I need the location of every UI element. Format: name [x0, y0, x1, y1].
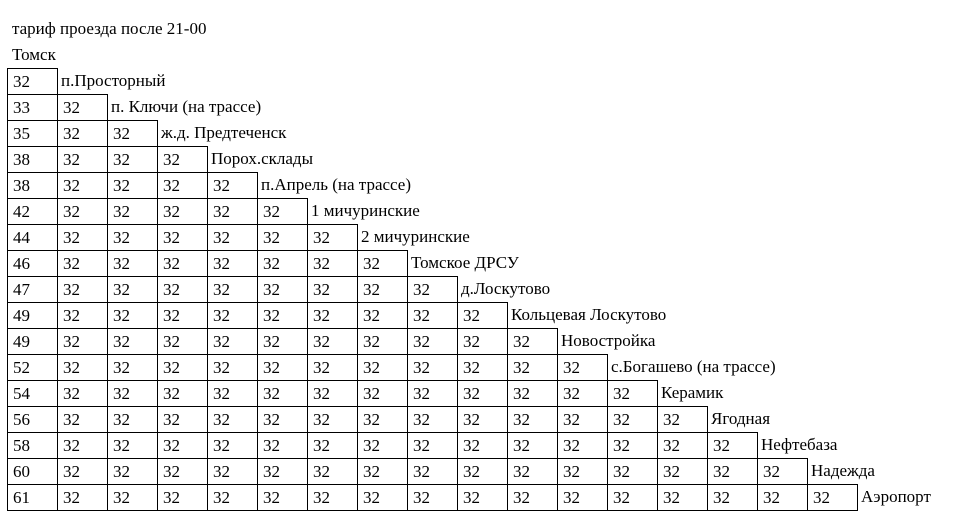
- fare-cell-from-origin: 35: [7, 120, 58, 147]
- fare-cell: 32: [207, 406, 258, 433]
- fare-cell: 32: [357, 302, 408, 329]
- fare-cell: 32: [57, 484, 108, 511]
- fare-cell: 32: [257, 484, 308, 511]
- fare-cell: 32: [207, 380, 258, 407]
- fare-cell: 32: [207, 250, 258, 277]
- fare-cell-from-origin: 44: [7, 224, 58, 251]
- fare-cell: 32: [207, 354, 258, 381]
- fare-cell: 32: [107, 302, 158, 329]
- fare-cell: 32: [257, 276, 308, 303]
- fare-cell: 32: [257, 406, 308, 433]
- fare-cell: 32: [207, 198, 258, 225]
- stop-name: Кольцевая Лоскутово: [511, 305, 667, 324]
- fare-cell: 32: [207, 172, 258, 199]
- fare-cell: 32: [457, 302, 508, 329]
- fare-cell: 32: [57, 432, 108, 459]
- origin-stop-label: Томск: [12, 45, 56, 64]
- stop-name: 2 мичуринские: [361, 227, 470, 246]
- fare-cell: 32: [707, 432, 758, 459]
- fare-cell: 32: [157, 380, 208, 407]
- fare-cell: 32: [107, 354, 158, 381]
- fare-cell: 32: [357, 276, 408, 303]
- fare-cell: 32: [157, 302, 208, 329]
- fare-cell: 32: [457, 458, 508, 485]
- fare-cell: 32: [307, 302, 358, 329]
- fare-cell: 32: [307, 380, 358, 407]
- fare-cell: 32: [557, 432, 608, 459]
- fare-cell: 32: [357, 328, 408, 355]
- fare-cell: 32: [207, 224, 258, 251]
- fare-cell: 32: [607, 380, 658, 407]
- fare-cell-from-origin: 46: [7, 250, 58, 277]
- fare-cell: 32: [407, 406, 458, 433]
- fare-cell: 32: [107, 224, 158, 251]
- fare-cell-from-origin: 38: [7, 146, 58, 173]
- fare-cell: 32: [157, 406, 208, 433]
- fare-cell: 32: [57, 94, 108, 121]
- fare-cell-from-origin: 60: [7, 458, 58, 485]
- fare-cell: 32: [557, 406, 608, 433]
- fare-cell: 32: [457, 432, 508, 459]
- fare-cell: 32: [657, 406, 708, 433]
- fare-cell: 32: [57, 146, 108, 173]
- fare-cell: 32: [107, 198, 158, 225]
- stop-name: д.Лоскутово: [461, 279, 551, 298]
- fare-cell: 32: [57, 406, 108, 433]
- fare-cell: 32: [307, 406, 358, 433]
- fare-cell: 32: [257, 302, 308, 329]
- fare-cell-from-origin: 58: [7, 432, 58, 459]
- fare-cell: 32: [607, 484, 658, 511]
- fare-cell: 32: [257, 354, 308, 381]
- fare-cell: 32: [307, 250, 358, 277]
- fare-cell: 32: [507, 432, 558, 459]
- fare-cell: 32: [407, 484, 458, 511]
- stop-name: Ягодная: [711, 409, 771, 428]
- fare-cell: 32: [307, 432, 358, 459]
- stop-name: Надежда: [811, 461, 875, 480]
- fare-cell: 32: [457, 406, 508, 433]
- fare-cell: 32: [807, 484, 858, 511]
- fare-cell-from-origin: 38: [7, 172, 58, 199]
- fare-cell: 32: [257, 198, 308, 225]
- fare-cell: 32: [757, 484, 808, 511]
- fare-cell: 32: [407, 458, 458, 485]
- fare-cell-from-origin: 61: [7, 484, 58, 511]
- fare-cell-from-origin: 56: [7, 406, 58, 433]
- fare-cell: 32: [107, 328, 158, 355]
- fare-cell: 32: [607, 458, 658, 485]
- fare-cell: 32: [57, 250, 108, 277]
- fare-cell: 32: [307, 484, 358, 511]
- fare-cell-from-origin: 49: [7, 328, 58, 355]
- fare-cell-from-origin: 52: [7, 354, 58, 381]
- fare-cell: 32: [207, 484, 258, 511]
- fare-cell: 32: [357, 458, 408, 485]
- fare-cell: 32: [57, 328, 108, 355]
- fare-cell: 32: [607, 406, 658, 433]
- fare-cell: 32: [557, 484, 608, 511]
- fare-cell: 32: [207, 276, 258, 303]
- fare-cell: 32: [57, 198, 108, 225]
- fare-cell-from-origin: 49: [7, 302, 58, 329]
- fare-cell: 32: [157, 172, 208, 199]
- fare-cell: 32: [457, 354, 508, 381]
- fare-cell: 32: [357, 250, 408, 277]
- fare-cell: 32: [207, 302, 258, 329]
- fare-cell: 32: [657, 484, 708, 511]
- fare-cell: 32: [507, 328, 558, 355]
- fare-cell: 32: [307, 354, 358, 381]
- stop-name: ж.д. Предтеченск: [161, 123, 287, 142]
- fare-cell: 32: [557, 354, 608, 381]
- fare-cell: 32: [757, 458, 808, 485]
- fare-cell-from-origin: 42: [7, 198, 58, 225]
- fare-cell: 32: [57, 276, 108, 303]
- fare-cell: 32: [107, 380, 158, 407]
- fare-cell: 32: [507, 406, 558, 433]
- fare-cell: 32: [157, 458, 208, 485]
- fare-cell: 32: [257, 380, 308, 407]
- fare-cell: 32: [607, 432, 658, 459]
- stop-name: с.Богашево (на трассе): [611, 357, 776, 376]
- fare-cell: 32: [107, 172, 158, 199]
- stop-name: Нефтебаза: [761, 435, 838, 454]
- fare-cell: 32: [507, 458, 558, 485]
- fare-cell: 32: [157, 276, 208, 303]
- fare-cell: 32: [357, 406, 408, 433]
- fare-cell: 32: [107, 432, 158, 459]
- fare-cell: 32: [257, 250, 308, 277]
- stop-name: п.Апрель (на трассе): [261, 175, 411, 194]
- fare-cell: 32: [107, 250, 158, 277]
- fare-cell: 32: [157, 146, 208, 173]
- fare-cell: 32: [157, 198, 208, 225]
- stop-name: Томское ДРСУ: [411, 253, 519, 272]
- fare-cell: 32: [107, 484, 158, 511]
- fare-cell: 32: [407, 380, 458, 407]
- fare-cell: 32: [157, 224, 208, 251]
- fare-cell: 32: [557, 380, 608, 407]
- fare-cell: 32: [207, 432, 258, 459]
- fare-cell: 32: [457, 328, 508, 355]
- fare-cell: 32: [57, 172, 108, 199]
- fare-cell: 32: [257, 432, 308, 459]
- fare-cell: 32: [107, 146, 158, 173]
- stop-name: Новостройка: [561, 331, 656, 350]
- fare-cell: 32: [407, 302, 458, 329]
- fare-cell: 32: [157, 484, 208, 511]
- fare-cell: 32: [157, 328, 208, 355]
- stop-name: 1 мичуринские: [311, 201, 420, 220]
- fare-cell: 32: [507, 354, 558, 381]
- fare-cell: 32: [307, 328, 358, 355]
- fare-cell-from-origin: 33: [7, 94, 58, 121]
- page-title: тариф проезда после 21-00: [12, 19, 207, 38]
- fare-cell: 32: [57, 224, 108, 251]
- fare-cell: 32: [57, 354, 108, 381]
- fare-cell: 32: [407, 354, 458, 381]
- fare-cell: 32: [707, 458, 758, 485]
- fare-table: [7, 68, 957, 512]
- fare-cell: 32: [407, 328, 458, 355]
- fare-cell: 32: [257, 458, 308, 485]
- fare-cell: 32: [107, 458, 158, 485]
- stop-name: п. Ключи (на трассе): [111, 97, 262, 116]
- fare-cell: 32: [507, 380, 558, 407]
- fare-cell: 32: [357, 380, 408, 407]
- fare-cell: 32: [307, 276, 358, 303]
- fare-cell: 32: [157, 354, 208, 381]
- fare-cell: 32: [307, 224, 358, 251]
- fare-cell: 32: [57, 120, 108, 147]
- fare-cell: 32: [57, 380, 108, 407]
- fare-cell: 32: [257, 328, 308, 355]
- fare-cell: 32: [707, 484, 758, 511]
- fare-cell: 32: [457, 380, 508, 407]
- fare-cell: 32: [107, 406, 158, 433]
- fare-cell: 32: [157, 432, 208, 459]
- fare-cell: 32: [457, 484, 508, 511]
- fare-cell: 32: [357, 484, 408, 511]
- stop-name: Порох.склады: [211, 149, 314, 168]
- fare-cell: 32: [207, 328, 258, 355]
- fare-cell: 32: [107, 120, 158, 147]
- fare-cell: 32: [557, 458, 608, 485]
- fare-cell-from-origin: 54: [7, 380, 58, 407]
- fare-cell: 32: [257, 224, 308, 251]
- fare-cell: 32: [157, 250, 208, 277]
- fare-cell: 32: [407, 276, 458, 303]
- stop-name: п.Просторный: [61, 71, 166, 90]
- fare-cell: 32: [357, 432, 408, 459]
- fare-cell: 32: [107, 276, 158, 303]
- stop-name: Керамик: [661, 383, 724, 402]
- fare-cell: 32: [407, 432, 458, 459]
- fare-cell-from-origin: 47: [7, 276, 58, 303]
- stop-name: Аэропорт: [861, 487, 931, 506]
- fare-cell-from-origin: 32: [7, 68, 58, 95]
- fare-cell: 32: [357, 354, 408, 381]
- fare-cell: 32: [57, 458, 108, 485]
- fare-cell: 32: [657, 432, 708, 459]
- fare-cell: 32: [657, 458, 708, 485]
- fare-cell: 32: [57, 302, 108, 329]
- fare-cell: 32: [507, 484, 558, 511]
- fare-cell: 32: [207, 458, 258, 485]
- fare-cell: 32: [307, 458, 358, 485]
